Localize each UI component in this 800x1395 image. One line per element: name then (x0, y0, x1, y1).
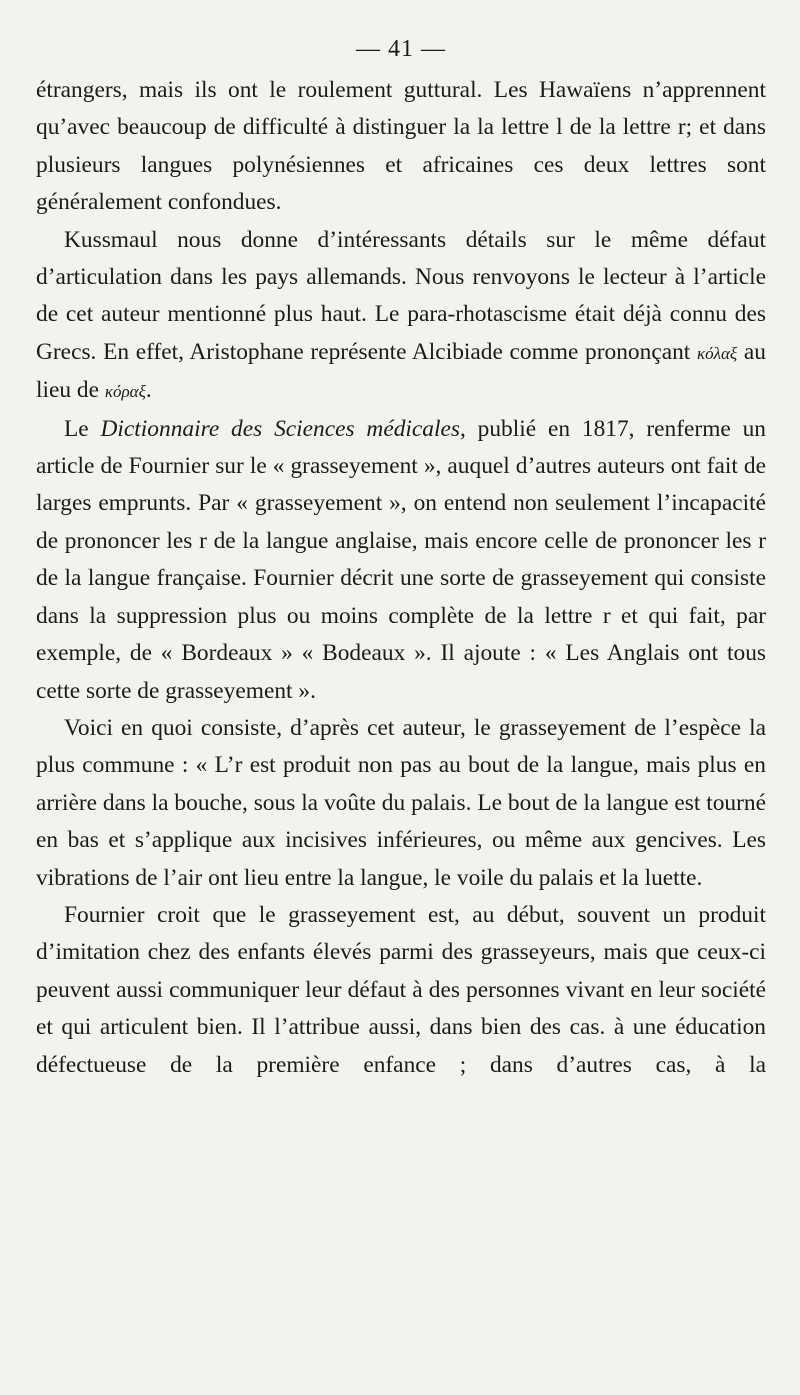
paragraph-3-text-a: Le (64, 415, 89, 442)
paragraph-5: Fournier croit que le grasseyement est, au début, souvent un produit d’imitation chez des enfants élevés parmi des grasseyeurs, mais que ceux-ci peuvent aussi communiquer leur défaut à des personnes vivant en leur société et qui articulent bien. Il l’attribue aussi, dans bien des cas. à une éducation défectueuse de la première enfance ; dans d’autres cas, à la (36, 901, 766, 1078)
dictionary-title: Dictionnaire des Sciences médicales (100, 415, 460, 442)
body-text (36, 72, 766, 1084)
paragraph-3 (36, 411, 766, 710)
paragraph-2 (36, 222, 766, 411)
paragraph-2-text-a: Kussmaul nous donne d’intéressants détails sur le même défaut d’articulation dans les pays allemands. Nous renvoyons le lecteur à l’article de cet auteur mentionné plus haut. Le para-rhotascisme était déjà connu des Grecs. En effet, Aristophane représente Alcibiade comme prononçant (36, 226, 766, 365)
paragraph-2-text-b: au lieu de (36, 338, 766, 404)
paragraph-3-text-b: , publié en 1817, renferme un article de Fournier sur le « grasseyement », auquel d’autres auteurs ont fait de larges emprunts. Par « grasseyement », on entend non seulement l’incapacité de prononcer les r de la langue anglaise, mais encore celle de prononcer les r de la langue française. Fournier décrit une sorte de grasseyement qui consiste dans la suppression plus ou moins complète de la lettre r et qui fait, par exemple, de « Bordeaux » « Bodeaux ». Il ajoute : « Les Anglais ont tous cette sorte de grasseyement ». (36, 415, 767, 704)
paragraph-4: Voici en quoi consiste, d’après cet auteur, le grasseyement de l’espèce la plus commune : « L’r est produit non pas au bout de la langue, mais plus en arrière dans la bouche, sous la voûte du palais. Le bout de la langue est tourné en bas et s’applique aux incisives inférieures, ou même aux gencives. Les vibrations de l’air ont lieu entre la langue, le voile du palais et la luette. (36, 714, 766, 891)
greek-word-kolax: κόλαξ (696, 343, 738, 363)
paragraph-2-text-c: . (145, 377, 152, 404)
paragraph-1: étrangers, mais ils ont le roulement guttural. Les Hawaïens n’apprennent qu’avec beaucoup de difficulté à distinguer la la lettre l de la lettre r; et dans plusieurs langues polynésiennes et africaines ces deux lettres sont généralement confondues. (36, 77, 766, 216)
page-number: — 41 — (356, 36, 446, 62)
greek-word-korax: κόραξ (104, 382, 146, 402)
